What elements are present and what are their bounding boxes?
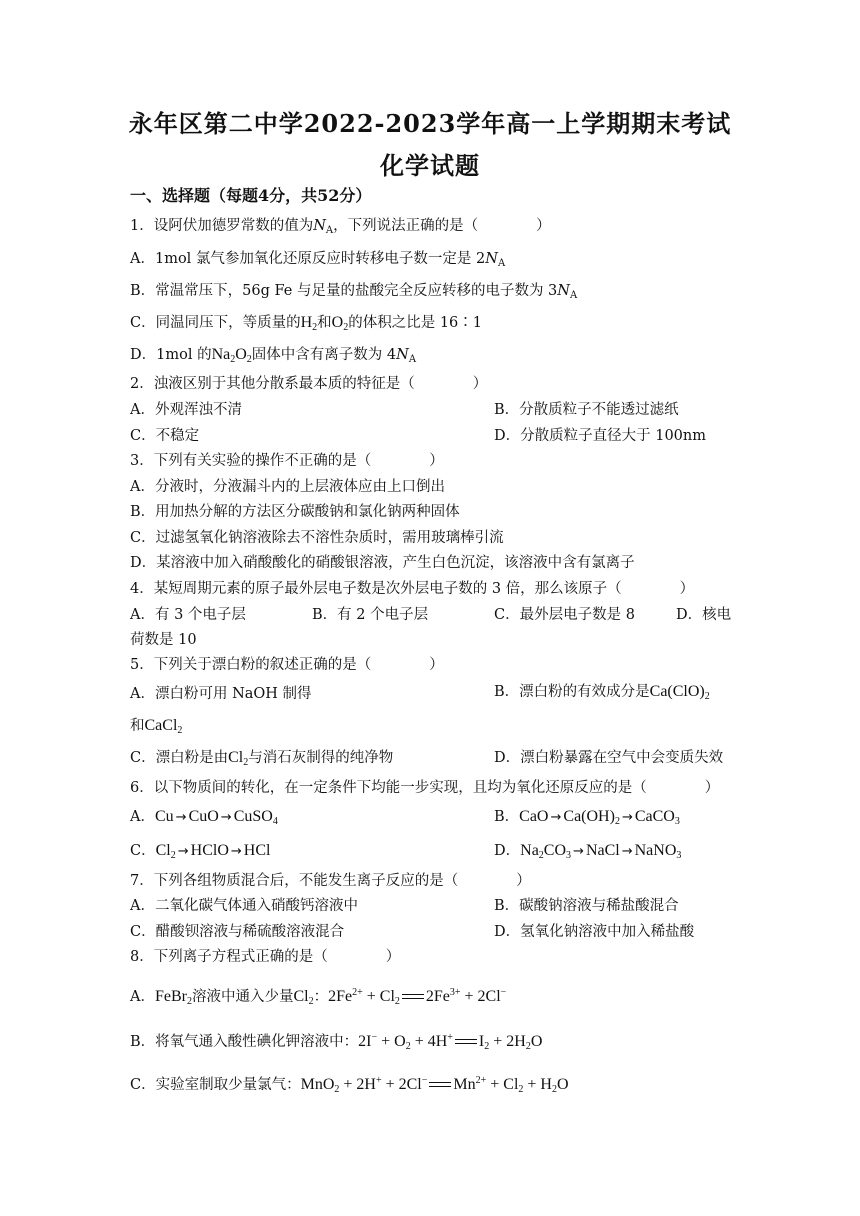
section-heading: 一、选择题（每题4分，共52分） <box>130 186 372 205</box>
question-7-option-c: C．醋酸钡溶液与稀硫酸溶液混合 <box>130 924 345 940</box>
question-2-stem: 2．浊液区别于其他分散系最本质的特征是（ ） <box>130 376 488 392</box>
question-8-stem: 8．下列离子方程式正确的是（ ） <box>130 949 401 965</box>
question-6-option-b: B．CaO → $Ca(OH)_2$ → CaCO$_3$ <box>494 808 680 827</box>
question-1-option-d: D．1mol 的$Na_2O_2$固体中含有离子数为 $4N_A$ <box>130 346 417 365</box>
question-1-option-c: C．同温同压下，等质量的$H_2$和$O_2$的体积之比是 16∶1 <box>130 314 483 333</box>
question-1-option-a: A．1mol 氯气参加氧化还原反应时转移电子数一定是 $2N_A$ <box>130 251 506 269</box>
question-7-option-a: A．二氧化碳气体通入硝酸钙溶液中 <box>130 898 358 914</box>
question-2-option-c: C．不稳定 <box>130 428 200 444</box>
question-2-option-b: B．分散质粒子不能透过滤纸 <box>494 402 679 418</box>
question-1-option-b: B．常温常压下，56g Fe 与足量的盐酸完全反应转移的电子数为 $3N_A$ <box>130 283 578 301</box>
question-8-option-c: C．实验室制取少量氯气：MnO$_2$ + 2H+ + 2Cl− $Mn^{2+} + Cl_2 + H_2O$ <box>130 1075 569 1095</box>
question-3-option-c: C．过滤氢氧化钠溶液除去不溶性杂质时，需用玻璃棒引流 <box>130 530 504 546</box>
question-8-option-b: B．将氧气通入酸性碘化钾溶液中：$2I^- + O_2 + 4H^+$ $I_2 + 2H_2O$ <box>130 1032 543 1052</box>
question-2-option-d: D．分散质粒子直径大于 100nm <box>494 428 706 444</box>
question-4-option-d: D．核电 <box>676 607 732 623</box>
question-4-stem: 4．某短周期元素的原子最外层电子数是次外层电子数的 3 倍，那么该原子（ ） <box>130 581 695 597</box>
question-6-option-d: D．$Na_2CO_3$ → NaCl → NaNO$_3$ <box>494 842 682 861</box>
question-5-option-d: D．漂白粉暴露在空气中会变质失效 <box>494 750 724 766</box>
question-5-option-a: A．漂白粉可用 NaOH 制得 <box>130 686 312 702</box>
question-8-option-a: A．FeBr$_2$溶液中通入少量$Cl_2$：$2Fe^{2+} + Cl_2$ $2Fe^{3+} + 2Cl^-$ <box>130 987 507 1007</box>
question-6-option-c: C．$Cl_2$ → HClO → HCl <box>130 842 271 861</box>
question-5-option-b-continued: 和CaCl$_2$ <box>130 717 183 736</box>
question-1-stem: 1．设阿伏加德罗常数的值为$N_A$，下列说法正确的是（ ） <box>130 218 551 236</box>
question-5-option-c: C．漂白粉是由$Cl_2$与消石灰制得的纯净物 <box>130 749 394 768</box>
question-3-option-d: D．某溶液中加入硝酸酸化的硝酸银溶液，产生白色沉淀，该溶液中含有氯离子 <box>130 555 635 571</box>
question-7-option-d: D．氢氧化钠溶液中加入稀盐酸 <box>494 924 695 940</box>
question-3-stem: 3．下列有关实验的操作不正确的是（ ） <box>130 453 444 469</box>
question-3-option-b: B．用加热分解的方法区分碳酸钠和氯化钠两种固体 <box>130 504 460 520</box>
question-5-option-b: B．漂白粉的有效成分是$Ca(ClO)_2$ <box>494 683 710 702</box>
question-7-stem: 7．下列各组物质混合后，不能发生离子反应的是（ ） <box>130 873 531 889</box>
page-subtitle: 化学试题 <box>380 151 480 180</box>
question-4-option-b: B．有 2 个电子层 <box>312 607 429 623</box>
question-4-option-d-continued: 荷数是 10 <box>130 632 197 648</box>
page-title: 永年区第二中学2022-2023学年高一上学期期末考试 <box>128 109 732 138</box>
question-7-option-b: B．碳酸钠溶液与稀盐酸混合 <box>494 898 679 914</box>
question-6-option-a: A．Cu → CuO → CuSO$_4$ <box>130 808 278 827</box>
question-3-option-a: A．分液时，分液漏斗内的上层液体应由上口倒出 <box>130 479 445 495</box>
question-4-option-a: A．有 3 个电子层 <box>130 607 246 623</box>
question-4-option-c: C．最外层电子数是 8 <box>494 607 635 623</box>
question-6-stem: 6．以下物质间的转化，在一定条件下均能一步实现，且均为氧化还原反应的是（ ） <box>130 780 720 796</box>
question-2-option-a: A．外观浑浊不清 <box>130 402 242 418</box>
question-5-stem: 5．下列关于漂白粉的叙述正确的是（ ） <box>130 657 444 673</box>
